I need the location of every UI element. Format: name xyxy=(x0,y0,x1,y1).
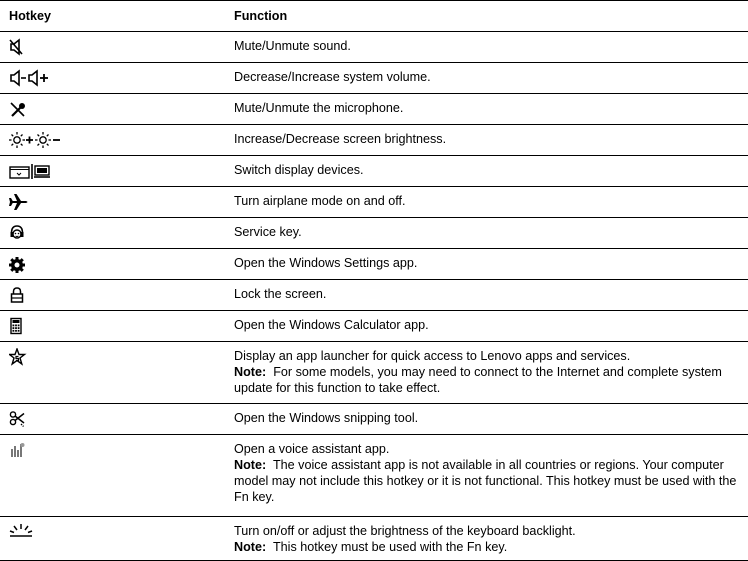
service-key-icon xyxy=(9,224,31,242)
note-text: For some models, you may need to connect to the Internet and complete system update for this function to take effect. xyxy=(234,365,722,395)
speaker-mute-icon xyxy=(9,38,31,56)
table-row xyxy=(0,342,748,404)
function-text: Turn on/off or adjust the brightness of the keyboard backlight. xyxy=(234,524,576,538)
table-header-row xyxy=(0,1,748,32)
function-cell xyxy=(227,342,748,404)
function-cell xyxy=(227,94,748,125)
function-text: Open the Windows Settings app. xyxy=(234,256,418,270)
microphone-mute-icon xyxy=(9,100,31,118)
hotkey-cell xyxy=(0,218,227,249)
function-text: Decrease/Increase system volume. xyxy=(234,70,431,84)
hotkey-cell xyxy=(0,125,227,156)
hotkey-cell xyxy=(0,94,227,125)
hotkey-cell xyxy=(0,187,227,218)
note-label: Note: xyxy=(234,365,267,379)
hotkey-column-header: Hotkey xyxy=(0,1,227,32)
function-cell xyxy=(227,280,748,311)
function-cell xyxy=(227,517,748,561)
app-launcher-star-icon xyxy=(9,348,31,366)
table-row xyxy=(0,435,748,517)
table-row xyxy=(0,63,748,94)
table-row xyxy=(0,517,748,561)
function-text: Lock the screen. xyxy=(234,287,327,301)
note-text: The voice assistant app is not available in all countries or regions. Your computer model may not include this hotkey or it is not functional. This hotkey must be used with the Fn key. xyxy=(234,458,737,504)
table-row xyxy=(0,156,748,187)
hotkey-cell xyxy=(0,404,227,435)
function-cell xyxy=(227,187,748,218)
function-cell xyxy=(227,156,748,187)
volume-down-up-icon xyxy=(9,69,61,87)
function-cell xyxy=(227,435,748,517)
function-cell xyxy=(227,218,748,249)
table-row xyxy=(0,218,748,249)
hotkey-cell xyxy=(0,280,227,311)
function-cell xyxy=(227,63,748,94)
hotkey-cell xyxy=(0,249,227,280)
hotkey-cell xyxy=(0,156,227,187)
snipping-tool-icon xyxy=(9,410,31,428)
function-text: Increase/Decrease screen brightness. xyxy=(234,132,447,146)
table-row xyxy=(0,125,748,156)
hotkey-cell xyxy=(0,517,227,561)
note xyxy=(234,364,740,396)
table-row xyxy=(0,404,748,435)
table-row xyxy=(0,311,748,342)
note xyxy=(234,457,740,505)
calculator-icon xyxy=(9,317,31,335)
function-cell xyxy=(227,32,748,63)
voice-assistant-icon xyxy=(9,441,31,459)
table-row xyxy=(0,187,748,218)
hotkey-cell xyxy=(0,342,227,404)
function-text: Open a voice assistant app. xyxy=(234,442,390,456)
function-column-header: Function xyxy=(227,1,748,32)
function-cell xyxy=(227,249,748,280)
hotkey-cell xyxy=(0,63,227,94)
airplane-icon xyxy=(9,193,31,211)
table-row xyxy=(0,94,748,125)
function-text: Turn airplane mode on and off. xyxy=(234,194,406,208)
keyboard-backlight-icon xyxy=(9,523,35,541)
note-label: Note: xyxy=(234,458,267,472)
function-text: Service key. xyxy=(234,225,302,239)
function-cell xyxy=(227,311,748,342)
table-row xyxy=(0,280,748,311)
hotkey-cell xyxy=(0,435,227,517)
function-text: Mute/Unmute the microphone. xyxy=(234,101,404,115)
lock-icon xyxy=(9,286,31,304)
settings-gear-icon xyxy=(9,255,31,273)
function-text: Display an app launcher for quick access to Lenovo apps and services. xyxy=(234,349,631,363)
table-row xyxy=(0,32,748,63)
function-text: Mute/Unmute sound. xyxy=(234,39,351,53)
function-text: Switch display devices. xyxy=(234,163,364,177)
switch-display-icon xyxy=(9,162,53,180)
table-row xyxy=(0,249,748,280)
note xyxy=(234,539,740,555)
function-text: Open the Windows snipping tool. xyxy=(234,411,419,425)
hotkey-cell xyxy=(0,311,227,342)
function-cell xyxy=(227,404,748,435)
note-label: Note: xyxy=(234,540,267,554)
note-text: This hotkey must be used with the Fn key. xyxy=(272,540,508,554)
brightness-up-down-icon xyxy=(9,131,65,149)
hotkey-cell xyxy=(0,32,227,63)
function-cell xyxy=(227,125,748,156)
function-text: Open the Windows Calculator app. xyxy=(234,318,429,332)
